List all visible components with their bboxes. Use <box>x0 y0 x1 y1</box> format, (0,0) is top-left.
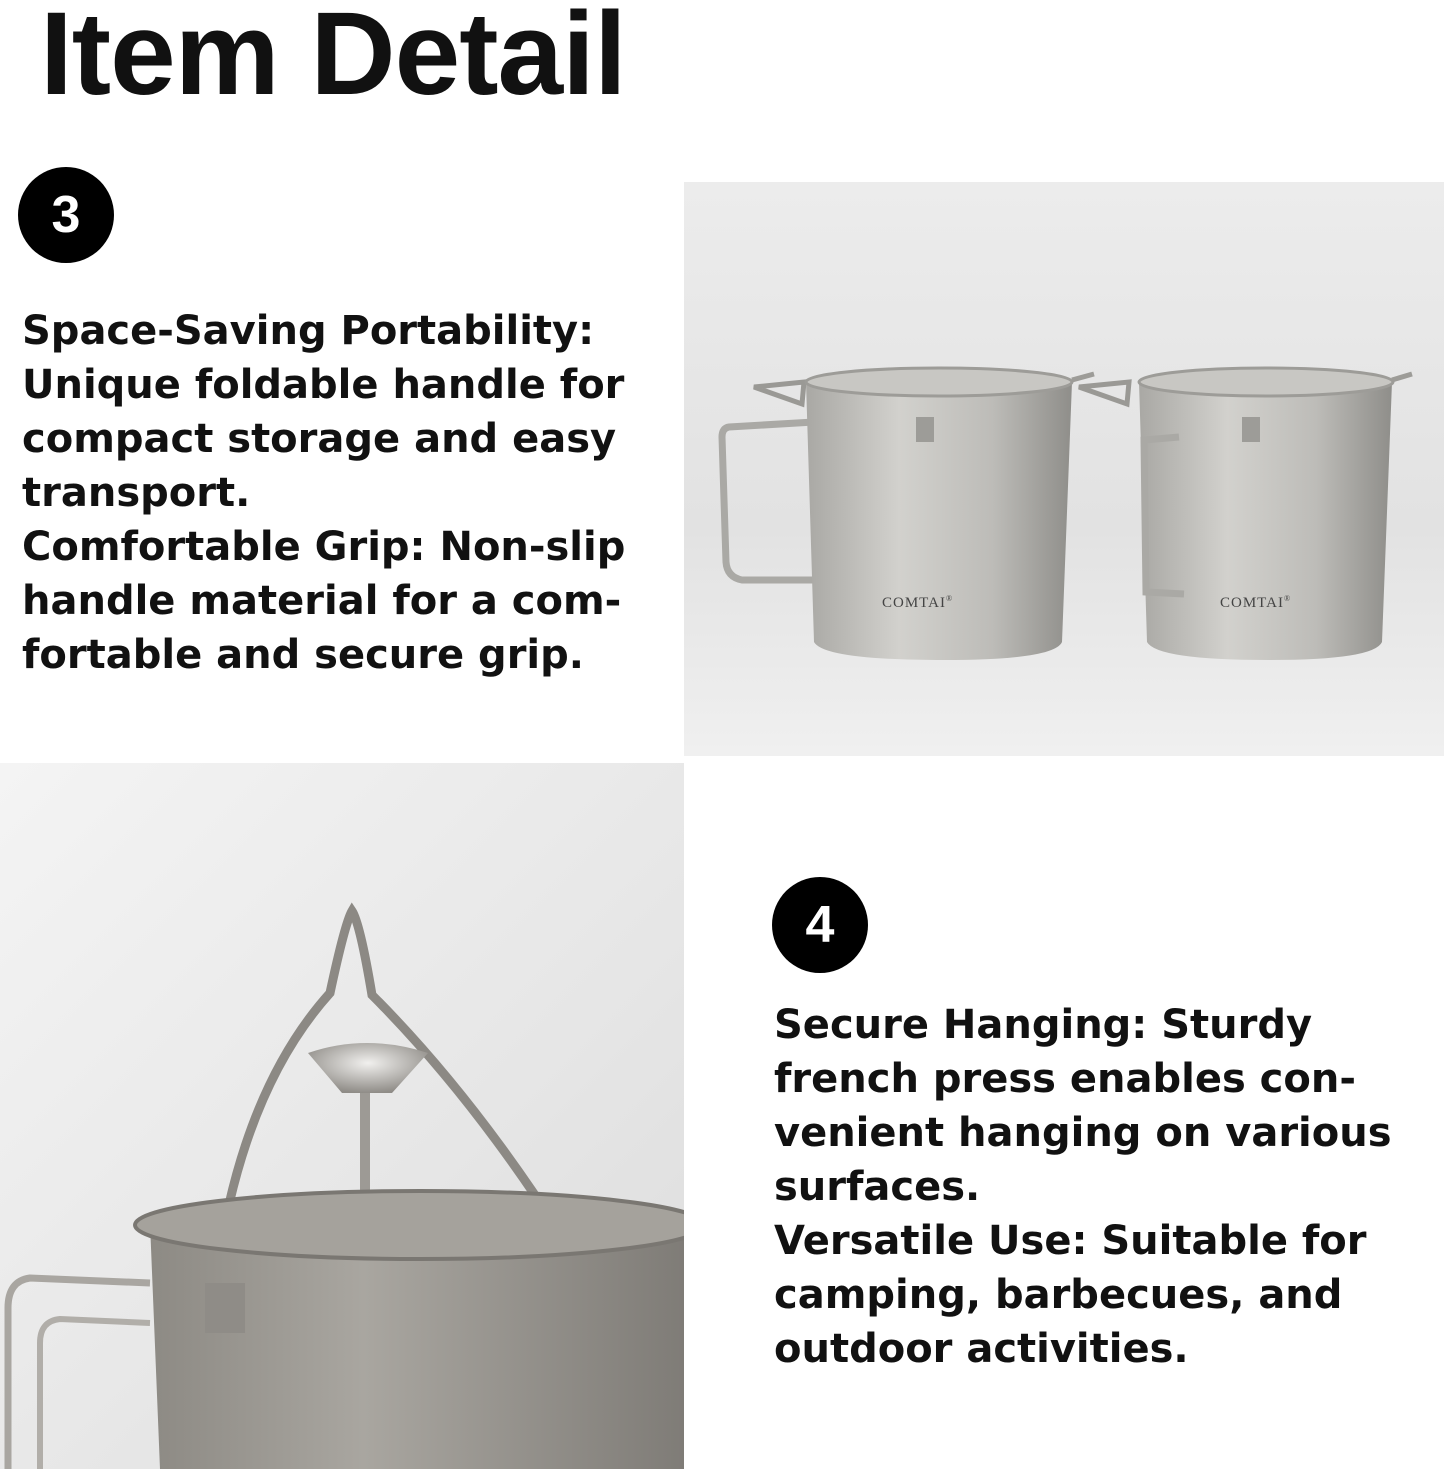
feature-text-3 <box>22 304 625 682</box>
text-line: surfaces. <box>774 1164 981 1210</box>
text-line: Secure Hanging: Sturdy <box>774 1002 1313 1048</box>
page-title: Item Detail <box>40 0 626 120</box>
brand-logo-left: COMTAI® <box>882 594 954 611</box>
text-line: Versatile Use: Suitable for <box>774 1218 1367 1264</box>
pot-illustration <box>0 763 684 1469</box>
text-line: fortable and secure grip. <box>22 632 584 678</box>
text-line: camping, barbecues, and <box>774 1272 1343 1318</box>
text-line: Unique foldable handle for <box>22 362 625 408</box>
feature-text-4 <box>774 998 1392 1376</box>
step-badge-3: 3 <box>18 167 114 263</box>
text-line: transport. <box>22 470 251 516</box>
mug-right <box>1079 368 1412 660</box>
text-line: compact storage and easy <box>22 416 617 462</box>
text-line: Space-Saving Portability: <box>22 308 595 354</box>
brand-logo-right: COMTAI® <box>1220 594 1292 611</box>
mug-left <box>722 368 1094 660</box>
text-line: Comfortable Grip: Non-slip <box>22 524 626 570</box>
step-badge-4: 4 <box>772 877 868 973</box>
text-line: venient hanging on various <box>774 1110 1392 1156</box>
photo-french-press-pot <box>0 763 684 1469</box>
text-line: handle material for a com- <box>22 578 622 624</box>
text-line: french press enables con- <box>774 1056 1356 1102</box>
mugs-illustration <box>684 182 1444 756</box>
text-line: outdoor activities. <box>774 1326 1189 1372</box>
photo-two-mugs <box>684 182 1444 756</box>
